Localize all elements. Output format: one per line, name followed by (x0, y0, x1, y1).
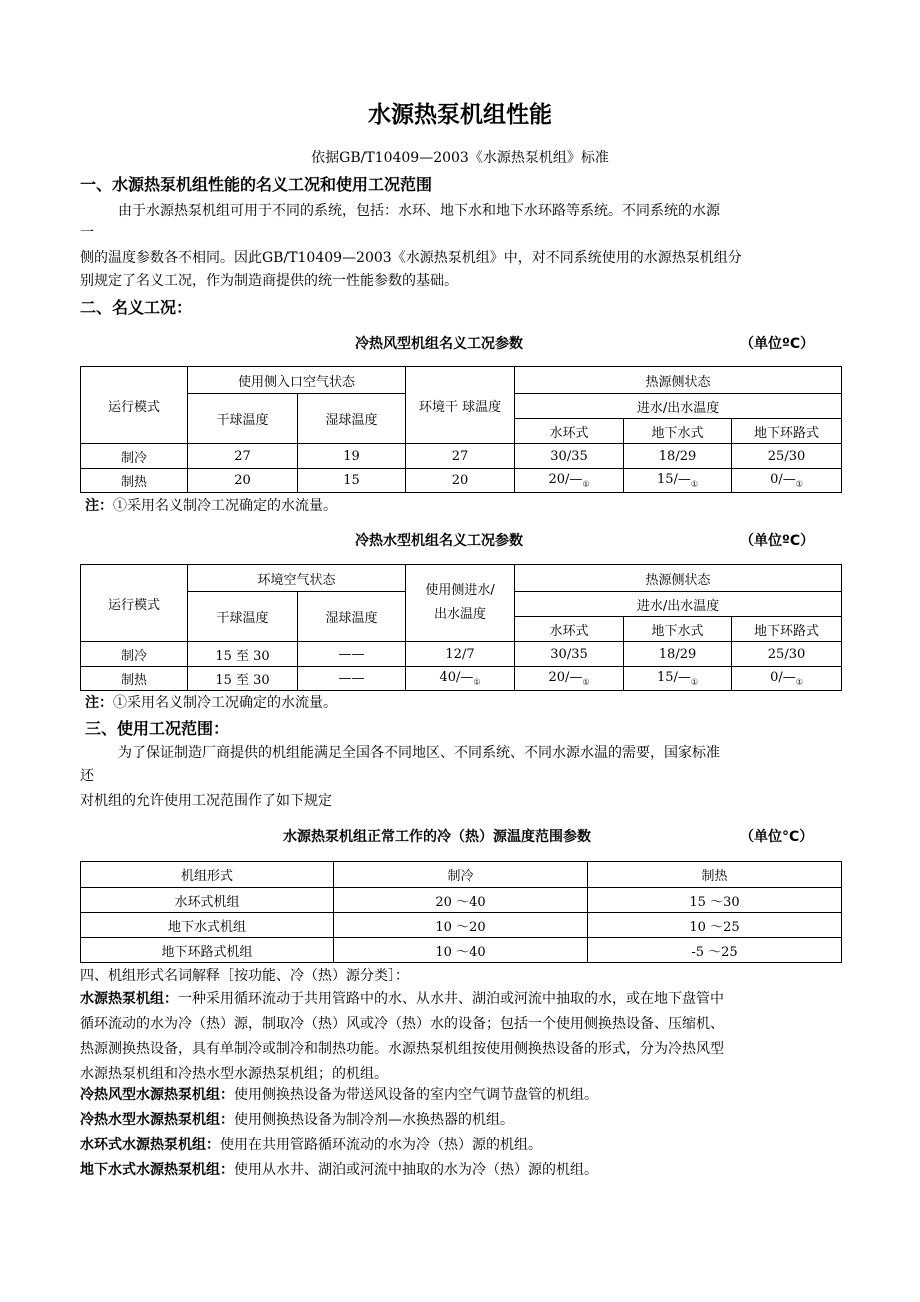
table3-unit: （单位°C） (740, 829, 814, 845)
footnote-mark: ① (582, 479, 590, 489)
table1-header-ground-loop: 地下环路式 (732, 419, 842, 444)
section1-paragraph-line2: 侧的温度参数各不相同。因此GB/T10409—2003《水源热泵机组》中，对不同系统使用的水源热泵机组分 (80, 250, 742, 266)
table1-header-inout: 进水/出水温度 (515, 394, 842, 419)
table-row (81, 444, 842, 469)
table2-header-use-side-water: 使用侧进水/ 出水温度 (406, 565, 515, 642)
table3-row3-heating: -5 ～25 (588, 938, 842, 963)
table2-caption: 冷热水型机组名义工况参数 (355, 533, 523, 549)
table1-unit: （单位ºC） (740, 336, 815, 352)
footnote-mark: ① (795, 479, 803, 489)
definition-air-type: 冷热风型水源热泵机组：使用侧换热设备为带送风设备的室内空气调节盘管的机组。 (80, 1087, 598, 1103)
table1-header-water-loop: 水环式 (515, 419, 624, 444)
table1-row1-dry: 27 (188, 444, 298, 469)
definition-water-source-heat-pump: 水源热泵机组：一种采用循环流动于共用管路中的水、从水井、湖泊或河流中抽取的水，或在地下盘管中 循环流动的水为冷（热）源，制取冷（热）风或冷（热）水的设备；包括一个使用侧换热设备、压缩机、 热源测换热设备，具有单制冷或制冷和制热功能。水源热泵机组按使用侧换热设备的形式，分为冷热风型 水源热泵机组和冷热水型水源热泵机组；的机组。 (80, 991, 724, 1082)
table1-row2-mode: 制热 (81, 469, 188, 493)
table3-header-heating: 制热 (588, 862, 842, 888)
section1-paragraph-line1b: 一 (80, 225, 94, 241)
section3-paragraph-line2: 对机组的允许使用工况范围作了如下规定 (80, 793, 332, 809)
section1-paragraph-line1: 由于水源热泵机组可用于不同的系统，包括：水环、地下水和地下水环路等系统。不同系统的水源 (118, 203, 720, 219)
table3-row2-cooling: 10 ～20 (334, 913, 588, 938)
table1-caption: 冷热风型机组名义工况参数 (355, 336, 523, 352)
table-row (81, 469, 842, 493)
table2-row1-ground-loop: 25/30 (732, 642, 842, 667)
page-title: 水源热泵机组性能 (368, 102, 552, 128)
table2-header-dry-bulb: 干球温度 (188, 592, 298, 642)
section3-heading: 三、使用工况范围： (85, 719, 230, 738)
table3 (80, 861, 842, 963)
definition-term: 冷热水型水源热泵机组： (80, 1112, 234, 1128)
table2-row2-ground-loop: $0/—_①$ (732, 667, 842, 691)
definition-term: 水源热泵机组： (80, 991, 178, 1007)
table1-note: 注：①采用名义制冷工况确定的水流量。 (85, 498, 337, 514)
table1-row1-ground-loop: 25/30 (732, 444, 842, 469)
table1-header-dry-bulb: 干球温度 (188, 394, 298, 444)
section3-paragraph-line1b: 还 (80, 768, 94, 784)
table2-row1-water-loop: 30/35 (515, 642, 624, 667)
definition-term: 冷热风型水源热泵机组： (80, 1087, 234, 1103)
table2-row2-water-loop: $20/—_①$ (515, 667, 624, 691)
table3-row2-heating: 10 ～25 (588, 913, 842, 938)
table2-header-water-loop: 水环式 (515, 617, 624, 642)
table2-row1-mode: 制冷 (81, 642, 188, 667)
footnote-mark: ① (473, 677, 481, 687)
table1-row2-ground-loop: $0/—_①$ (732, 469, 842, 493)
table3-header-type: 机组形式 (81, 862, 334, 888)
table1-row2-ground-water: $15/—_①$ (624, 469, 732, 493)
table2-row2-mode: 制热 (81, 667, 188, 691)
table1-row2-water-loop: $20/—_①$ (515, 469, 624, 493)
table-row (81, 938, 842, 963)
footnote-mark: ① (690, 479, 699, 489)
table-row (81, 667, 842, 691)
table3-row2-type: 地下水式机组 (81, 913, 334, 938)
table3-row1-type: 水环式机组 (81, 888, 334, 913)
section1-heading: 一、水源热泵机组性能的名义工况和使用工况范围 (80, 175, 433, 194)
footnote-mark: ① (690, 677, 699, 687)
definition-water-loop-type: 水环式水源热泵机组：使用在共用管路循环流动的水为冷（热）源的机组。 (80, 1137, 542, 1153)
table1-row2-dry: 20 (188, 469, 298, 493)
table3-row3-type: 地下环路式机组 (81, 938, 334, 963)
table1-header-mode: 运行模式 (81, 367, 188, 444)
table1-row1-wet: 19 (298, 444, 406, 469)
table2-header-ambient-air: 环境空气状态 (188, 565, 406, 592)
table3-row3-cooling: 10 ～40 (334, 938, 588, 963)
table2-header-ground-loop: 地下环路式 (732, 617, 842, 642)
footnote-mark: ① (582, 677, 590, 687)
table2-row2-wet: —— (298, 667, 406, 691)
table1 (80, 366, 842, 493)
definition-term: 地下水式水源热泵机组： (80, 1162, 234, 1178)
table2-header-inout: 进水/出水温度 (515, 592, 842, 617)
footnote-mark: ① (795, 677, 803, 687)
table1-header-ambient: 环境干 球温度 (406, 367, 515, 444)
table2-row1-ground-water: 18/29 (624, 642, 732, 667)
section1-paragraph-line3: 别规定了名义工况，作为制造商提供的统一性能参数的基础。 (80, 273, 458, 289)
table3-caption: 水源热泵机组正常工作的冷（热）源温度范围参数 (283, 829, 591, 845)
section2-heading: 二、名义工况： (80, 298, 193, 317)
table1-row1-mode: 制冷 (81, 444, 188, 469)
table2-row1-use-side: 12/7 (406, 642, 515, 667)
table3-row1-cooling: 20 ～40 (334, 888, 588, 913)
table1-row1-water-loop: 30/35 (515, 444, 624, 469)
table1-header-ground-water: 地下水式 (624, 419, 732, 444)
table1-row1-ground-water: 18/29 (624, 444, 732, 469)
table2-row1-dry: 15 至 30 (188, 642, 298, 667)
table1-header-use-side-air: 使用侧入口空气状态 (188, 367, 406, 394)
table-row (81, 642, 842, 667)
table2-header-heat-source: 热源侧状态 (515, 565, 842, 592)
table1-header-wet-bulb: 湿球温度 (298, 394, 406, 444)
table3-header-cooling: 制冷 (334, 862, 588, 888)
table1-row1-ambient: 27 (406, 444, 515, 469)
table-row (81, 888, 842, 913)
section4-heading: 四、机组形式名词解释［按功能、冷（热）源分类］： (80, 968, 409, 984)
table-row (81, 913, 842, 938)
table1-row2-ambient: 20 (406, 469, 515, 493)
table1-header-heat-source: 热源侧状态 (515, 367, 842, 394)
definition-term: 水环式水源热泵机组： (80, 1137, 220, 1153)
table2-note: 注：①采用名义制冷工况确定的水流量。 (85, 695, 337, 711)
table1-row2-wet: 15 (298, 469, 406, 493)
table2-header-mode: 运行模式 (81, 565, 188, 642)
table3-row1-heating: 15 ～30 (588, 888, 842, 913)
table2 (80, 564, 842, 691)
definition-water-type: 冷热水型水源热泵机组：使用侧换热设备为制冷剂—水换热器的机组。 (80, 1112, 514, 1128)
table2-row2-ground-water: $15/—_①$ (624, 667, 732, 691)
table2-unit: （单位ºC） (740, 533, 815, 549)
table2-row1-wet: —— (298, 642, 406, 667)
table2-header-wet-bulb: 湿球温度 (298, 592, 406, 642)
page-subtitle: 依据GB/T10409—2003《水源热泵机组》标准 (311, 150, 609, 166)
table2-header-ground-water: 地下水式 (624, 617, 732, 642)
table2-row2-dry: 15 至 30 (188, 667, 298, 691)
definition-ground-water-type: 地下水式水源热泵机组：使用从水井、湖泊或河流中抽取的水为冷（热）源的机组。 (80, 1162, 598, 1178)
table2-row2-use-side: $40/—_①$ (406, 667, 515, 691)
section3-paragraph-line1: 为了保证制造厂商提供的机组能满足全国各不同地区、不同系统、不同水源水温的需要，国家标准 (118, 745, 720, 761)
